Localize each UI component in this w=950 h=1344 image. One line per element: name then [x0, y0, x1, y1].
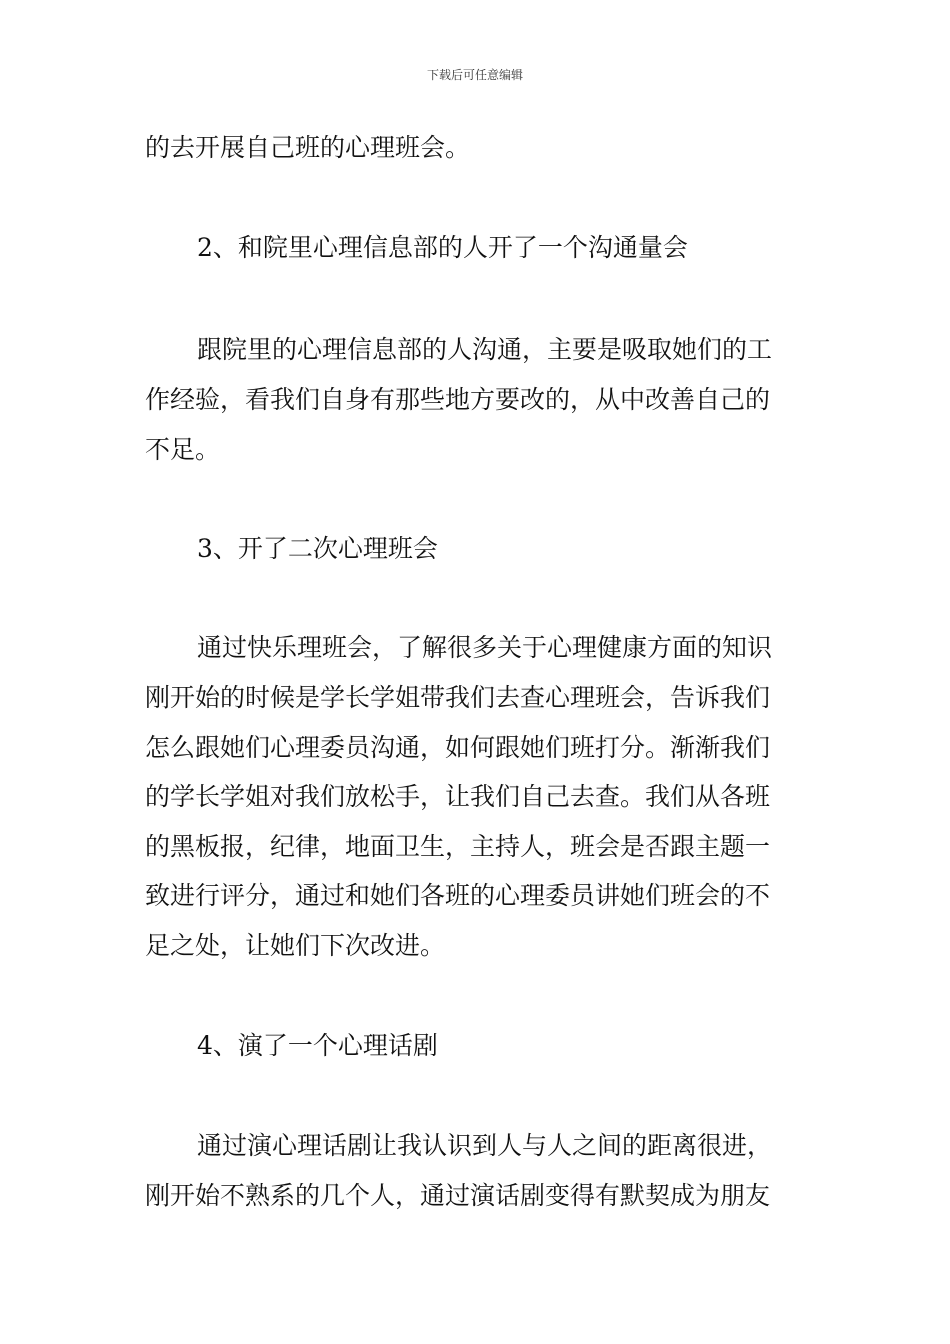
paragraph-line: 作经验，看我们自身有那些地方要改的，从中改善自己的 — [145, 385, 771, 414]
paragraph-line: 通过演心理话剧让我认识到人与人之间的距离很进， — [197, 1131, 773, 1160]
paragraph-line: 通过快乐理班会，了解很多关于心理健康方面的知识 — [197, 633, 773, 662]
paragraph-line: 刚开始的时候是学长学姐带我们去查心理班会，告诉我们 — [145, 683, 771, 712]
paragraph-line: 致进行评分，通过和她们各班的心理委员讲她们班会的不 — [145, 881, 771, 910]
paragraph-line: 的黑板报，纪律，地面卫生，主持人，班会是否跟主题一 — [145, 832, 771, 861]
paragraph-line: 跟院里的心理信息部的人沟通，主要是吸取她们的工 — [197, 335, 773, 364]
page-header-note: 下载后可任意编辑 — [426, 68, 523, 82]
section-heading: 2、和院里心理信息部的人开了一个沟通量会 — [197, 233, 688, 262]
section-heading: 4、演了一个心理话剧 — [197, 1031, 438, 1060]
paragraph-line: 刚开始不熟系的几个人，通过演话剧变得有默契成为朋友 — [145, 1181, 771, 1210]
paragraph-line: 的去开展自己班的心理班会。 — [145, 133, 471, 162]
paragraph-line: 不足。 — [145, 435, 221, 464]
paragraph-line: 的学长学姐对我们放松手，让我们自己去查。我们从各班 — [145, 782, 771, 811]
paragraph-line: 怎么跟她们心理委员沟通，如何跟她们班打分。渐渐我们 — [145, 733, 771, 762]
paragraph-line: 足之处，让她们下次改进。 — [145, 931, 446, 960]
section-heading: 3、开了二次心理班会 — [197, 534, 438, 563]
